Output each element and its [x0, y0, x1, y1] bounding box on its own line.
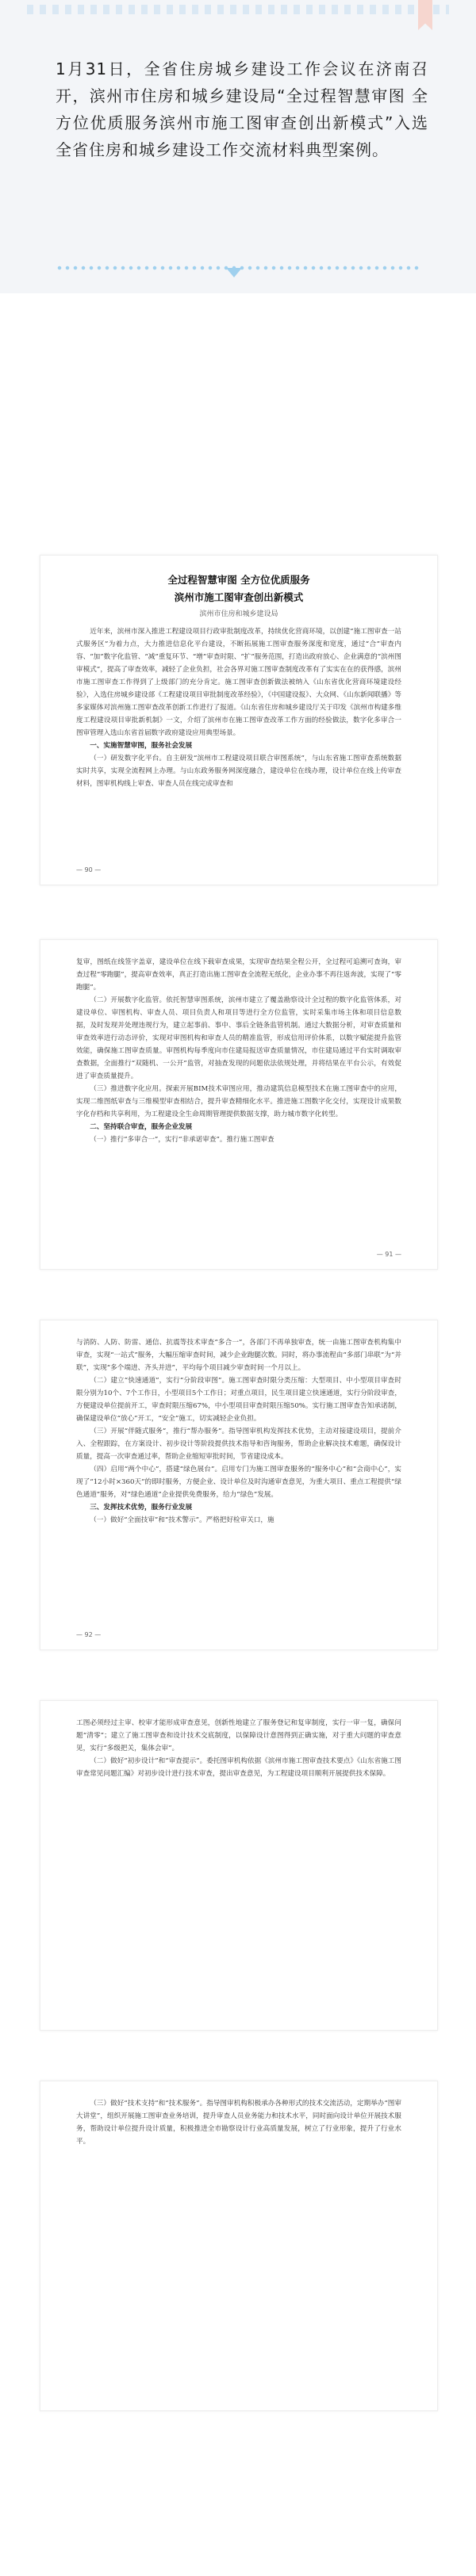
document-page-3 — [40, 1320, 438, 1650]
paragraph: （二）开展数字化监管。依托智慧审图系统，滨州市建立了覆盖勘察设计全过程的数字化监管体系，对建设单位、审图机构、审查人员、项目负责人和项目等进行全方位监管，实时采集市场主体和项目信息数据，及时发现并处理违规行为，建立起事前、事中、事后全链条监管机制。通过大数据分析，对审查质量和审查效率进行动态评价，实现对审图机构和审查人员的精准监管，形成信用评价体系，以数字赋能提升监管效能，确保施工图审查质量。审图机构每季度向市住建局报送审查质量情况，市住建局通过平台实时调取审查数据，全面推行“双随机、一公开”监管，对抽查发现的问题依法依规处理，并将结果在平台公示，有效促进了审查质量提升。 — [76, 996, 401, 1080]
paragraph: （二）建立“快速通道”，实行“分阶段审图”。施工图审查时限分类压缩：大型项目、中小型项目审查时限分别为10个、7个工作日，小型项目5个工作日；对重点项目，民生项目建立快速通道，实行分阶段审查，方便建设单位提前开工，审查时限压缩67%，中小型项目审查时限压缩50%。实行施工图审查告知承诺制，确保建设单位“放心”开工，“安全”施工，切实减轻企业负担。 — [76, 1377, 401, 1423]
document-page-5 — [40, 2081, 438, 2411]
section-heading: 一、实施智慧审图，服务社会发展 — [90, 742, 193, 750]
paragraph: 近年来，滨州市深入推进工程建设项目行政审批制度改革，持续优化营商环境，以创建“施工图审查一站式服务区”为着力点，大力推进信息化平台建设，不断拓展施工图审查服务深度和宽度，通过“合”审查内容、“加”数字化监管、“减”重复环节、“增”审查时限、“扩”服务范围，打造出政府放心、企业满意的“滨州图审模式”，提高了审查效率，减轻了企业负担，社会各界对施工图审查制度改革有了实实在在的获得感，滨州市施工图审查工作得到了上级部门的充分肯定。施工图审查创新做法被纳入《山东省优化营商环境建设经验》，入选住房城乡建设部《工程建设项目审批制度改革经验》，《中国建设报》、大众网、《山东新闻联播》等多家媒体对滨州施工图审查改革创新工作进行了报道。《山东省住房和城乡建设厅关于印发《滨州市构建多维度工程建设项目审批新机制》一文，介绍了滨州市在施工图审查改革工作方面的经验做法，数字化多审合一图审管理入选山东省首届数字政府建设应用典型场景。 — [76, 628, 401, 737]
paragraph: （一）研发数字化平台。自主研发“滨州市工程建设项目联合审图系统”，与山东省施工图审查系统数据实时共享，实现全流程网上办理。与山东政务服务网深度融合，建设单位在线办理，设计单位在线上传审查材料，图审机构线上审查、审查人员在线完成审查和 — [76, 755, 401, 788]
paragraph: （三）开展“伴随式服务”，推行“帮办服务”。指导图审机构发挥技术优势，主动对接建设项目，提前介入、全程跟踪，在方案设计、初步设计等阶段提供技术指导和咨询服务，帮助企业解决技术难题，确保设计质量，提高一次审查通过率，帮助企业缩短审批时间，节省建设成本。 — [76, 1428, 401, 1461]
paragraph: （一）做好“全面技审”和“技术警示”。严格把好检审关口，施 — [90, 1516, 274, 1524]
page-number: — 91 — — [376, 1251, 401, 1258]
doc-title-line-1: 全过程智慧审图 全方位优质服务 — [167, 574, 310, 586]
paragraph: 与消防、人防、防雷、通信、抗震等技术审查“多合一”，各部门不再单独审查，统一由施工图审查机构集中审查，实现“一站式”服务，大幅压缩审查时间，减少企业跑腿次数。同时，将办事流程由“多部门串联”为“并联”，实现“多个端进、齐头并进”，平均每个项目减少审查时间一个月以上。 — [76, 1339, 401, 1372]
paragraph: （四）启用“两个中心”，搭建“绿色展台”。启用专门为施工图审查服务的“服务中心”和“会商中心”，实现了“12小时×360天”的即时服务，方便企业、设计单位及时沟通审查意见，为重大项目、重点工程提供“绿色通道”服务，对“绿色通道”企业提供免费服务，给力“绿色”发展。 — [76, 1466, 401, 1499]
section-heading: 二、坚持联合审查，服务企业发展 — [90, 1123, 193, 1131]
down-arrow-icon — [226, 268, 242, 277]
doc-title-line-2: 滨州市施工图审查创出新模式 — [174, 591, 304, 603]
paragraph: （一）推行“多审合一”，实行“非承诺审查”。推行施工图审查 — [90, 1136, 274, 1144]
page-number: — 90 — — [76, 866, 102, 873]
paragraph: （三）推进数字化应用。探索开展BIM技术审图应用，推动建筑信息模型技术在施工图审查中的应用，实现二维图纸审查与三维模型审查相结合，提升审查精细化水平。推进施工图数字化交付，实现设计成果数字化存档和共享利用，为工程建设全生命周期管理提供数据支撑，助力城市数字化转型。 — [76, 1085, 401, 1118]
section-heading: 三、发挥技术优势，服务行业发展 — [90, 1504, 193, 1512]
paragraph: （三）做好“技术支持”和“技术服务”。指导图审机构积极承办各种形式的技术交流活动，定期举办“图审大讲堂”，组织开展施工图审查业务培训，提升审查人员业务能力和技术水平，同时面向设计单位开展技术服务，帮助设计单位提升设计质量，积极推进全市勘察设计行业高质量发展，树立了行业形象，提升了行业水平。 — [76, 2100, 401, 2146]
document-page-2 — [40, 939, 438, 1270]
decorative-stripes — [27, 5, 449, 14]
page-number: — 92 — — [76, 1631, 102, 1638]
news-banner — [0, 0, 476, 293]
bookmark-ribbon-icon — [418, 0, 432, 30]
document-page-4 — [40, 1700, 438, 2031]
doc-author: 滨州市住房和城乡建设局 — [199, 610, 278, 618]
paragraph: 工图必须经过主审、校审才能形成审查意见，创新性地建立了服务登记和复审制度，实行一审一复，确保问题“清零”；建立了施工图审查和设计技术交底制度，以保障设计意图得到正确实施，对于重大问题的审查意见，实行“多级把关，集体会审”。 — [76, 1719, 401, 1752]
paragraph: （二）做好“初步设计”和“审查提示”。委托图审机构依据《滨州市施工图审查技术要点》《山东省施工图审查常见问题汇编》对初步设计进行技术审查，提出审查意见，为工程建设项目顺利开展提供技术保障。 — [76, 1757, 401, 1778]
banner-text: 1月31日，全省住房城乡建设工作会议在济南召开，滨州市住房和城乡建设局“全过程智慧审图 全方位优质服务滨州市施工图审查创出新模式”入选全省住房和城乡建设工作交流材料典型案例。 — [56, 59, 428, 159]
document-page-1 — [40, 555, 438, 885]
paragraph: 复审，图纸在线签字盖章，建设单位在线下载审查成果，实现审查结果全程公开，全过程可追溯可查询，审查过程“零跑腿”，提高审查效率，真正打造出施工图审查全流程无纸化，企业办事不再往返奔波，实现了“零跑腿”。 — [76, 958, 401, 992]
